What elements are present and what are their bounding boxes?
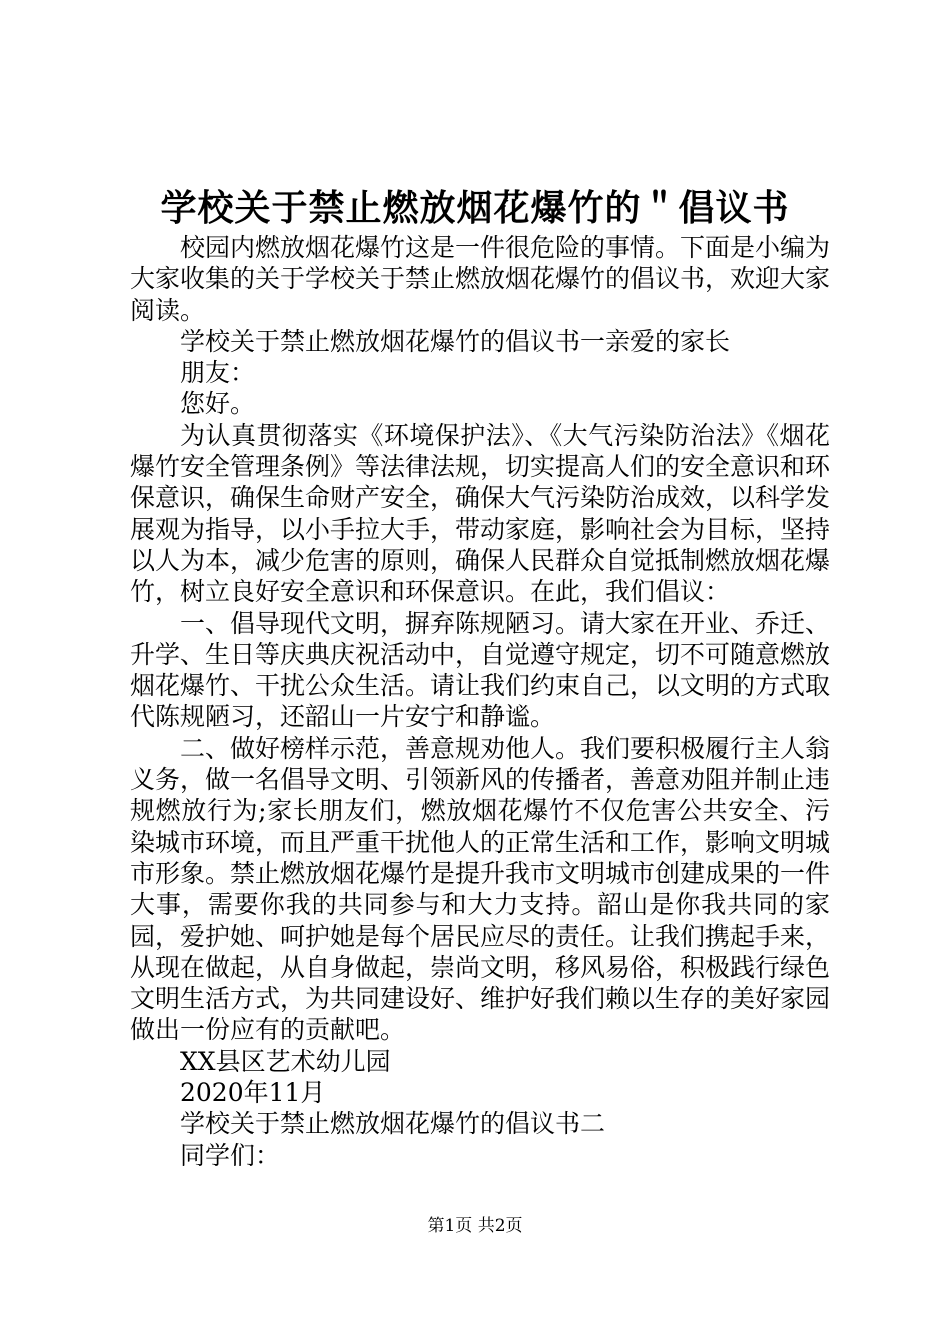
document-title: 学校关于禁止燃放烟花爆竹的＂倡议书 — [160, 188, 790, 229]
date: 2020年11月 — [180, 1078, 326, 1108]
signature: XX县区艺术幼儿园 — [180, 1046, 391, 1076]
document-body — [130, 232, 830, 1171]
salutation-parents: 朋友： — [180, 358, 256, 388]
paragraph-laws: 为认真贯彻落实《环境保护法》、《大气污染防治法》《烟花爆竹安全管理条例》等法律法规，切实提高人们的安全意识和环保意识，确保生命财产安全，确保大气污染防治成效，以科学发展观为指导，以小手拉大手，带动家庭，影响社会为目标，坚持以人为本，减少危害的原则，确保人民群众自觉抵制燃放烟花爆竹，树立良好安全意识和环保意识。在此，我们倡议： — [130, 420, 831, 607]
salutation-students: 同学们： — [180, 1140, 281, 1170]
paragraph-point-two: 二、做好榜样示范，善意规劝他人。我们要积极履行主人翁义务，做一名倡导文明、引领新风的传播者，善意劝阻并制止违规燃放行为;家长朋友们，燃放烟花爆竹不仅危害公共安全、污染城市环境，而且严重干扰他人的正常生活和工作，影响文明城市形象。禁止燃放烟花爆竹是提升我市文明城市创建成果的一件大事，需要你我的共同参与和大力支持。韶山是你我共同的家园，爱护她、呵护她是每个居民应尽的责任。让我们携起手来，从现在做起，从自身做起，崇尚文明，移风易俗，积极践行绿色文明生活方式，为共同建设好、维护好我们赖以生存的美好家园做出一份应有的贡献吧。 — [130, 733, 831, 1045]
intro-paragraph: 校园内燃放烟花爆竹这是一件很危险的事情。下面是小编为大家收集的关于学校关于禁止燃放烟花爆竹的倡议书，欢迎大家阅读。 — [130, 233, 831, 325]
greeting: 您好。 — [180, 389, 256, 419]
page-number-footer: 第1页 共2页 — [427, 1216, 523, 1236]
letter2-heading: 学校关于禁止燃放烟花爆竹的倡议书二 — [180, 1109, 606, 1139]
paragraph-point-one: 一、倡导现代文明，摒弃陈规陋习。请大家在开业、乔迁、升学、生日等庆典庆祝活动中，自觉遵守规定，切不可随意燃放烟花爆竹、干扰公众生活。请让我们约束自己，以文明的方式取代陈规陋习，还韶山一片安宁和静谧。 — [130, 608, 831, 732]
letter1-heading: 学校关于禁止燃放烟花爆竹的倡议书一亲爱的家长 — [180, 326, 731, 356]
